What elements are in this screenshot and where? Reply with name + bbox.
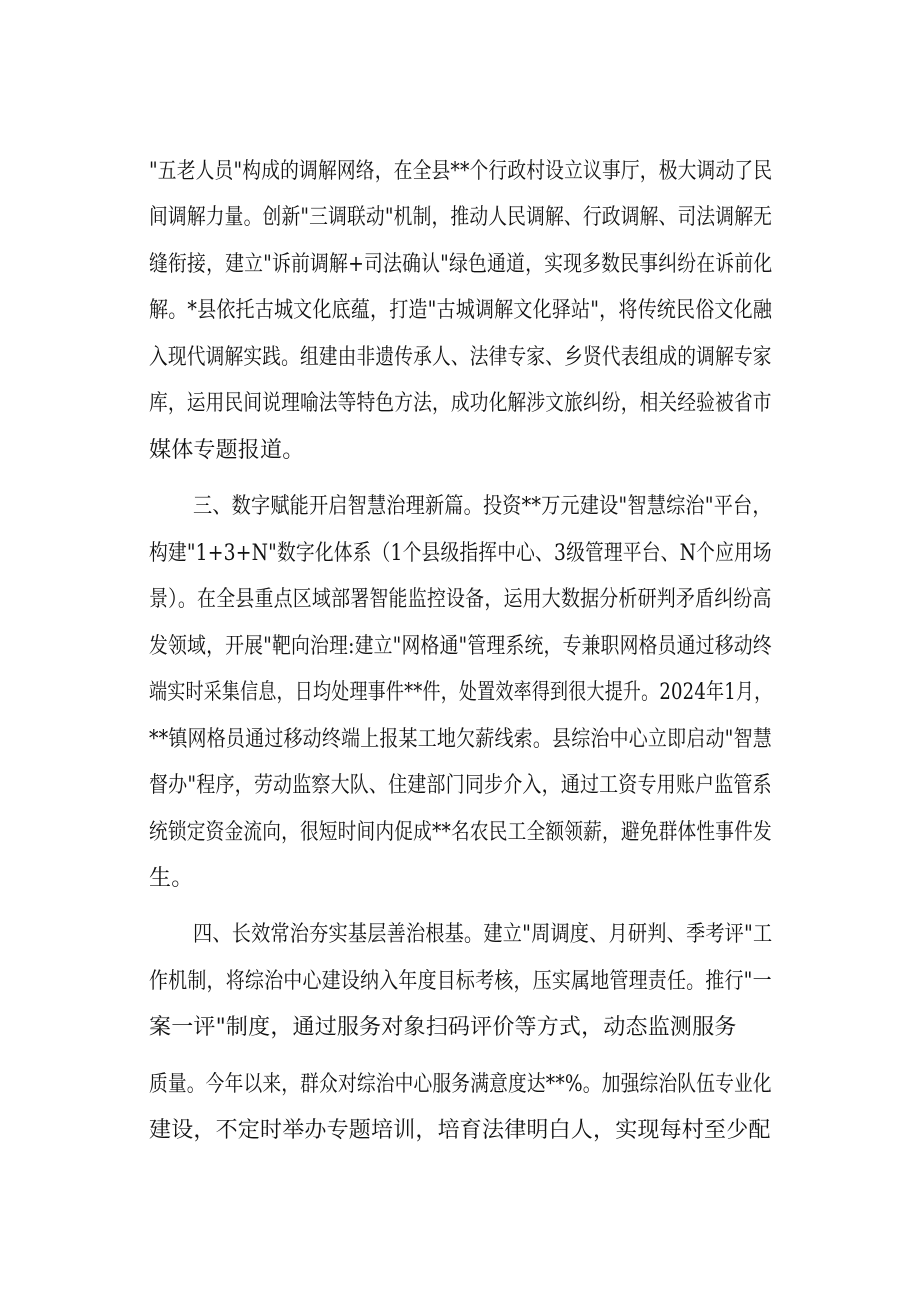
text-line: "五老人员"构成的调解网络，在全县**个行政村设立议事厅，极大调动了民: [149, 159, 773, 184]
text-line: 解。*县依托古城文化底蕴，打造"古城调解文化驿站"，将传统民俗文化融: [149, 298, 773, 323]
text-line: 案一评"制度，通过服务对象扫码评价等方式，动态监测服务: [149, 1015, 737, 1040]
text-line: **镇网格员通过移动终端上报某工地欠薪线索。县综治中心立即启动"智慧: [149, 727, 772, 752]
text-line: 发领域，开展"靶向治理:建立"网格通"管理系统，专兼职网格员通过移动终: [149, 634, 772, 659]
text-line: 统锁定资金流向，很短时间内促成**名农民工全额领薪，避免群体性事件发: [149, 820, 772, 845]
text-line: 构建"1+3+N"数字化体系（1个县级指挥中心、3级管理平台、N个应用场: [149, 541, 772, 566]
text-line: 作机制，将综治中心建设纳入年度目标考核，压实属地管理责任。推行"一: [149, 969, 772, 994]
text-line: 督办"程序，劳动监察大队、住建部门同步介入，通过工资专用账户监管系: [149, 773, 772, 798]
text-line: 媒体专题报道。: [149, 438, 305, 463]
text-line: 景）。在全县重点区域部署智能监控设备，运用大数据分析研判矛盾纠纷高: [149, 587, 772, 612]
text-line: 端实时采集信息，日均处理事件**件，处置效率得到很大提升。2024年1月，: [149, 680, 773, 705]
text-line: 库，运用民间说理喻法等特色方法，成功化解涉文旅纠纷，相关经验被省市: [149, 391, 772, 416]
text-line: 缝衔接，建立"诉前调解+司法确认"绿色通道，实现多数民事纠纷在诉前化: [149, 252, 773, 277]
text-line: 四、长效常治夯实基层善治根基。建立"周调度、月研判、季考评"工: [193, 922, 773, 947]
text-line: 生。: [149, 866, 194, 891]
text-line: 间调解力量。创新"三调联动"机制，推动人民调解、行政调解、司法调解无: [149, 205, 773, 230]
text-line: 建设，不定时举办专题培训，培育法律明白人，实现每村至少配: [149, 1118, 771, 1143]
text-line: 三、数字赋能开启智慧治理新篇。投资**万元建设"智慧综治"平台，: [193, 494, 772, 519]
text-line: 入现代调解实践。组建由非遗传承人、法律专家、乡贤代表组成的调解专家: [149, 345, 772, 370]
text-line: 质量。今年以来，群众对综治中心服务满意度达**%。加强综治队伍专业化: [149, 1072, 772, 1097]
